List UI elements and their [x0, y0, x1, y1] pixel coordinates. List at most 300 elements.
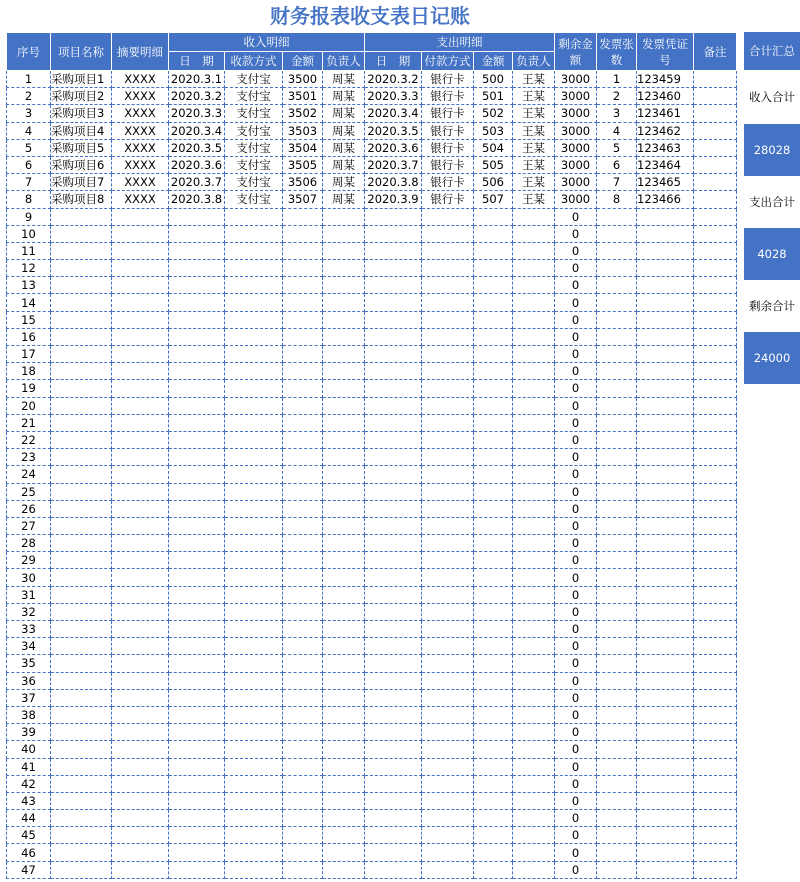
- cell-income-person[interactable]: [323, 603, 365, 620]
- cell-income-person[interactable]: [323, 689, 365, 706]
- cell-project[interactable]: [51, 586, 112, 603]
- cell-income-amount[interactable]: 3502: [283, 105, 323, 122]
- cell-seq[interactable]: 37: [7, 689, 51, 706]
- cell-expense-person[interactable]: [513, 844, 555, 861]
- cell-income-amount[interactable]: [283, 466, 323, 483]
- cell-expense-date[interactable]: [365, 260, 422, 277]
- cell-expense-method[interactable]: 银行卡: [422, 71, 474, 88]
- cell-expense-amount[interactable]: [474, 586, 513, 603]
- cell-seq[interactable]: 3: [7, 105, 51, 122]
- cell-income-method[interactable]: [225, 260, 283, 277]
- cell-income-method[interactable]: [225, 328, 283, 345]
- cell-expense-person[interactable]: [513, 483, 555, 500]
- cell-income-method[interactable]: [225, 741, 283, 758]
- cell-income-method[interactable]: [225, 586, 283, 603]
- cell-seq[interactable]: 4: [7, 122, 51, 139]
- cell-expense-date[interactable]: 2020.3.5: [365, 122, 422, 139]
- cell-remaining[interactable]: 0: [555, 706, 597, 723]
- cell-invoice-count[interactable]: [597, 655, 637, 672]
- cell-seq[interactable]: 24: [7, 466, 51, 483]
- cell-summary[interactable]: [112, 792, 169, 809]
- cell-seq[interactable]: 46: [7, 844, 51, 861]
- cell-summary[interactable]: [112, 346, 169, 363]
- cell-expense-person[interactable]: 王某: [513, 71, 555, 88]
- cell-invoice-count[interactable]: [597, 775, 637, 792]
- cell-expense-date[interactable]: [365, 277, 422, 294]
- cell-remaining[interactable]: 0: [555, 535, 597, 552]
- cell-expense-amount[interactable]: [474, 208, 513, 225]
- cell-invoice-no[interactable]: [637, 294, 694, 311]
- cell-invoice-no[interactable]: [637, 827, 694, 844]
- cell-income-amount[interactable]: 3504: [283, 139, 323, 156]
- cell-note[interactable]: [694, 122, 737, 139]
- cell-expense-amount[interactable]: [474, 741, 513, 758]
- cell-expense-method[interactable]: [422, 346, 474, 363]
- cell-project[interactable]: [51, 414, 112, 431]
- cell-income-method[interactable]: [225, 242, 283, 259]
- cell-note[interactable]: [694, 569, 737, 586]
- cell-expense-method[interactable]: [422, 689, 474, 706]
- cell-expense-amount[interactable]: [474, 758, 513, 775]
- cell-seq[interactable]: 40: [7, 741, 51, 758]
- cell-invoice-no[interactable]: [637, 517, 694, 534]
- cell-expense-person[interactable]: [513, 260, 555, 277]
- cell-remaining[interactable]: 0: [555, 792, 597, 809]
- cell-remaining[interactable]: 0: [555, 380, 597, 397]
- cell-expense-person[interactable]: 王某: [513, 122, 555, 139]
- cell-expense-method[interactable]: [422, 706, 474, 723]
- cell-income-amount[interactable]: [283, 535, 323, 552]
- cell-summary[interactable]: XXXX: [112, 191, 169, 208]
- cell-income-date[interactable]: [169, 535, 225, 552]
- cell-seq[interactable]: 45: [7, 827, 51, 844]
- cell-income-method[interactable]: [225, 449, 283, 466]
- cell-expense-person[interactable]: [513, 449, 555, 466]
- cell-remaining[interactable]: 0: [555, 586, 597, 603]
- cell-note[interactable]: [694, 208, 737, 225]
- cell-income-person[interactable]: [323, 844, 365, 861]
- cell-income-amount[interactable]: [283, 827, 323, 844]
- cell-income-person[interactable]: [323, 380, 365, 397]
- cell-summary[interactable]: [112, 294, 169, 311]
- cell-income-person[interactable]: [323, 758, 365, 775]
- cell-invoice-count[interactable]: [597, 431, 637, 448]
- cell-note[interactable]: [694, 689, 737, 706]
- cell-expense-date[interactable]: [365, 535, 422, 552]
- cell-summary[interactable]: [112, 844, 169, 861]
- cell-summary[interactable]: [112, 827, 169, 844]
- cell-invoice-count[interactable]: [597, 483, 637, 500]
- cell-note[interactable]: [694, 638, 737, 655]
- cell-income-date[interactable]: [169, 741, 225, 758]
- cell-income-person[interactable]: [323, 431, 365, 448]
- cell-income-date[interactable]: [169, 449, 225, 466]
- cell-expense-method[interactable]: [422, 724, 474, 741]
- cell-invoice-no[interactable]: [637, 535, 694, 552]
- cell-seq[interactable]: 34: [7, 638, 51, 655]
- cell-income-method[interactable]: [225, 363, 283, 380]
- cell-project[interactable]: [51, 810, 112, 827]
- cell-income-date[interactable]: [169, 810, 225, 827]
- cell-expense-date[interactable]: [365, 311, 422, 328]
- cell-income-method[interactable]: [225, 414, 283, 431]
- cell-invoice-count[interactable]: [597, 672, 637, 689]
- cell-invoice-count[interactable]: [597, 242, 637, 259]
- cell-expense-amount[interactable]: [474, 517, 513, 534]
- cell-expense-method[interactable]: 银行卡: [422, 122, 474, 139]
- cell-expense-method[interactable]: [422, 208, 474, 225]
- cell-expense-amount[interactable]: 501: [474, 88, 513, 105]
- cell-expense-date[interactable]: [365, 724, 422, 741]
- cell-invoice-no[interactable]: 123466: [637, 191, 694, 208]
- cell-invoice-no[interactable]: [637, 810, 694, 827]
- cell-invoice-count[interactable]: 5: [597, 139, 637, 156]
- cell-summary[interactable]: [112, 397, 169, 414]
- cell-invoice-count[interactable]: [597, 294, 637, 311]
- cell-invoice-count[interactable]: [597, 260, 637, 277]
- cell-expense-method[interactable]: [422, 277, 474, 294]
- cell-invoice-count[interactable]: [597, 535, 637, 552]
- cell-income-method[interactable]: 支付宝: [225, 71, 283, 88]
- cell-expense-date[interactable]: [365, 225, 422, 242]
- cell-summary[interactable]: XXXX: [112, 88, 169, 105]
- cell-seq[interactable]: 38: [7, 706, 51, 723]
- cell-income-person[interactable]: [323, 741, 365, 758]
- cell-income-date[interactable]: [169, 603, 225, 620]
- cell-remaining[interactable]: 0: [555, 277, 597, 294]
- cell-income-person[interactable]: [323, 638, 365, 655]
- cell-invoice-count[interactable]: [597, 208, 637, 225]
- cell-seq[interactable]: 25: [7, 483, 51, 500]
- cell-invoice-count[interactable]: [597, 311, 637, 328]
- cell-seq[interactable]: 12: [7, 260, 51, 277]
- cell-income-date[interactable]: [169, 569, 225, 586]
- cell-income-date[interactable]: [169, 621, 225, 638]
- cell-expense-person[interactable]: [513, 758, 555, 775]
- cell-income-person[interactable]: [323, 792, 365, 809]
- cell-note[interactable]: [694, 156, 737, 173]
- cell-expense-person[interactable]: [513, 689, 555, 706]
- cell-income-person[interactable]: [323, 466, 365, 483]
- cell-summary[interactable]: [112, 775, 169, 792]
- cell-expense-person[interactable]: 王某: [513, 156, 555, 173]
- cell-expense-person[interactable]: [513, 380, 555, 397]
- cell-project[interactable]: [51, 517, 112, 534]
- cell-remaining[interactable]: 0: [555, 346, 597, 363]
- cell-income-person[interactable]: [323, 225, 365, 242]
- cell-expense-amount[interactable]: [474, 363, 513, 380]
- cell-invoice-count[interactable]: [597, 552, 637, 569]
- cell-summary[interactable]: [112, 242, 169, 259]
- cell-seq[interactable]: 2: [7, 88, 51, 105]
- cell-income-amount[interactable]: [283, 346, 323, 363]
- cell-seq[interactable]: 36: [7, 672, 51, 689]
- cell-invoice-count[interactable]: [597, 328, 637, 345]
- cell-expense-date[interactable]: [365, 449, 422, 466]
- cell-income-date[interactable]: [169, 792, 225, 809]
- cell-note[interactable]: [694, 380, 737, 397]
- cell-income-date[interactable]: 2020.3.4: [169, 122, 225, 139]
- cell-expense-person[interactable]: [513, 294, 555, 311]
- cell-income-date[interactable]: [169, 844, 225, 861]
- cell-income-method[interactable]: [225, 672, 283, 689]
- cell-summary[interactable]: [112, 724, 169, 741]
- cell-expense-method[interactable]: [422, 638, 474, 655]
- cell-income-amount[interactable]: [283, 431, 323, 448]
- cell-income-amount[interactable]: [283, 792, 323, 809]
- cell-seq[interactable]: 47: [7, 861, 51, 878]
- cell-note[interactable]: [694, 792, 737, 809]
- cell-expense-person[interactable]: [513, 861, 555, 878]
- cell-expense-amount[interactable]: [474, 414, 513, 431]
- cell-income-person[interactable]: [323, 242, 365, 259]
- cell-summary[interactable]: [112, 689, 169, 706]
- cell-income-amount[interactable]: [283, 449, 323, 466]
- cell-invoice-count[interactable]: [597, 449, 637, 466]
- cell-invoice-no[interactable]: 123463: [637, 139, 694, 156]
- cell-income-person[interactable]: [323, 621, 365, 638]
- cell-expense-date[interactable]: [365, 466, 422, 483]
- cell-project[interactable]: 采购项目7: [51, 174, 112, 191]
- cell-note[interactable]: [694, 363, 737, 380]
- cell-remaining[interactable]: 0: [555, 500, 597, 517]
- cell-income-person[interactable]: [323, 294, 365, 311]
- cell-summary[interactable]: [112, 414, 169, 431]
- cell-note[interactable]: [694, 105, 737, 122]
- cell-expense-amount[interactable]: [474, 706, 513, 723]
- cell-project[interactable]: 采购项目1: [51, 71, 112, 88]
- cell-invoice-count[interactable]: [597, 844, 637, 861]
- cell-note[interactable]: [694, 277, 737, 294]
- cell-note[interactable]: [694, 328, 737, 345]
- cell-income-person[interactable]: 周某: [323, 105, 365, 122]
- cell-note[interactable]: [694, 346, 737, 363]
- cell-income-method[interactable]: 支付宝: [225, 88, 283, 105]
- cell-remaining[interactable]: 0: [555, 311, 597, 328]
- cell-expense-person[interactable]: [513, 552, 555, 569]
- cell-seq[interactable]: 20: [7, 397, 51, 414]
- cell-expense-amount[interactable]: [474, 861, 513, 878]
- cell-note[interactable]: [694, 655, 737, 672]
- cell-income-person[interactable]: 周某: [323, 139, 365, 156]
- cell-expense-amount[interactable]: [474, 483, 513, 500]
- cell-invoice-count[interactable]: [597, 397, 637, 414]
- cell-income-method[interactable]: [225, 758, 283, 775]
- cell-expense-method[interactable]: [422, 517, 474, 534]
- cell-income-method[interactable]: [225, 706, 283, 723]
- cell-invoice-count[interactable]: [597, 792, 637, 809]
- cell-invoice-no[interactable]: [637, 741, 694, 758]
- cell-income-amount[interactable]: [283, 586, 323, 603]
- cell-income-method[interactable]: [225, 346, 283, 363]
- cell-summary[interactable]: [112, 706, 169, 723]
- cell-project[interactable]: [51, 363, 112, 380]
- cell-remaining[interactable]: 0: [555, 861, 597, 878]
- cell-remaining[interactable]: 0: [555, 844, 597, 861]
- cell-project[interactable]: [51, 346, 112, 363]
- cell-expense-method[interactable]: [422, 586, 474, 603]
- cell-income-person[interactable]: 周某: [323, 88, 365, 105]
- cell-project[interactable]: [51, 328, 112, 345]
- cell-invoice-no[interactable]: [637, 242, 694, 259]
- cell-project[interactable]: [51, 741, 112, 758]
- cell-expense-method[interactable]: [422, 380, 474, 397]
- cell-expense-date[interactable]: [365, 672, 422, 689]
- cell-expense-person[interactable]: [513, 792, 555, 809]
- cell-remaining[interactable]: 0: [555, 741, 597, 758]
- cell-note[interactable]: [694, 500, 737, 517]
- cell-expense-amount[interactable]: [474, 277, 513, 294]
- cell-expense-amount[interactable]: [474, 311, 513, 328]
- cell-expense-date[interactable]: [365, 775, 422, 792]
- cell-income-method[interactable]: [225, 861, 283, 878]
- cell-expense-person[interactable]: [513, 277, 555, 294]
- cell-income-amount[interactable]: [283, 208, 323, 225]
- cell-income-person[interactable]: [323, 810, 365, 827]
- cell-income-date[interactable]: [169, 311, 225, 328]
- cell-income-method[interactable]: [225, 225, 283, 242]
- cell-remaining[interactable]: 0: [555, 827, 597, 844]
- cell-expense-date[interactable]: [365, 810, 422, 827]
- cell-summary[interactable]: [112, 208, 169, 225]
- cell-income-person[interactable]: [323, 483, 365, 500]
- cell-income-amount[interactable]: [283, 775, 323, 792]
- cell-income-date[interactable]: [169, 397, 225, 414]
- cell-remaining[interactable]: 0: [555, 208, 597, 225]
- cell-invoice-no[interactable]: [637, 586, 694, 603]
- cell-project[interactable]: [51, 655, 112, 672]
- cell-expense-person[interactable]: [513, 500, 555, 517]
- cell-income-amount[interactable]: [283, 638, 323, 655]
- cell-income-method[interactable]: 支付宝: [225, 122, 283, 139]
- cell-note[interactable]: [694, 466, 737, 483]
- cell-income-amount[interactable]: [283, 758, 323, 775]
- cell-expense-person[interactable]: 王某: [513, 88, 555, 105]
- cell-expense-person[interactable]: [513, 466, 555, 483]
- cell-expense-method[interactable]: [422, 792, 474, 809]
- cell-invoice-count[interactable]: [597, 569, 637, 586]
- cell-invoice-no[interactable]: [637, 449, 694, 466]
- cell-expense-method[interactable]: [422, 535, 474, 552]
- cell-seq[interactable]: 16: [7, 328, 51, 345]
- cell-note[interactable]: [694, 431, 737, 448]
- cell-expense-amount[interactable]: [474, 775, 513, 792]
- cell-income-date[interactable]: [169, 363, 225, 380]
- cell-income-person[interactable]: [323, 706, 365, 723]
- cell-invoice-no[interactable]: [637, 603, 694, 620]
- cell-seq[interactable]: 17: [7, 346, 51, 363]
- cell-note[interactable]: [694, 603, 737, 620]
- cell-expense-method[interactable]: 银行卡: [422, 191, 474, 208]
- cell-summary[interactable]: XXXX: [112, 105, 169, 122]
- cell-income-amount[interactable]: [283, 706, 323, 723]
- cell-expense-amount[interactable]: [474, 380, 513, 397]
- cell-expense-method[interactable]: 银行卡: [422, 156, 474, 173]
- cell-invoice-count[interactable]: [597, 827, 637, 844]
- cell-expense-person[interactable]: [513, 242, 555, 259]
- cell-income-amount[interactable]: [283, 621, 323, 638]
- cell-note[interactable]: [694, 483, 737, 500]
- cell-project[interactable]: 采购项目8: [51, 191, 112, 208]
- cell-remaining[interactable]: 3000: [555, 191, 597, 208]
- cell-expense-date[interactable]: [365, 792, 422, 809]
- cell-income-amount[interactable]: [283, 311, 323, 328]
- cell-expense-amount[interactable]: [474, 242, 513, 259]
- cell-expense-person[interactable]: [513, 311, 555, 328]
- cell-income-method[interactable]: [225, 827, 283, 844]
- cell-income-method[interactable]: [225, 724, 283, 741]
- cell-seq[interactable]: 43: [7, 792, 51, 809]
- cell-invoice-no[interactable]: [637, 397, 694, 414]
- cell-income-date[interactable]: 2020.3.6: [169, 156, 225, 173]
- cell-expense-method[interactable]: [422, 431, 474, 448]
- cell-expense-method[interactable]: 银行卡: [422, 88, 474, 105]
- cell-income-amount[interactable]: [283, 517, 323, 534]
- cell-expense-amount[interactable]: [474, 225, 513, 242]
- cell-income-person[interactable]: 周某: [323, 122, 365, 139]
- cell-expense-amount[interactable]: [474, 346, 513, 363]
- cell-remaining[interactable]: 3000: [555, 156, 597, 173]
- cell-income-person[interactable]: [323, 311, 365, 328]
- cell-expense-amount[interactable]: [474, 724, 513, 741]
- cell-note[interactable]: [694, 827, 737, 844]
- cell-seq[interactable]: 35: [7, 655, 51, 672]
- cell-expense-person[interactable]: 王某: [513, 105, 555, 122]
- cell-note[interactable]: [694, 621, 737, 638]
- cell-income-method[interactable]: 支付宝: [225, 156, 283, 173]
- cell-income-amount[interactable]: 3501: [283, 88, 323, 105]
- cell-summary[interactable]: [112, 810, 169, 827]
- cell-summary[interactable]: [112, 861, 169, 878]
- cell-invoice-count[interactable]: [597, 621, 637, 638]
- cell-expense-amount[interactable]: [474, 689, 513, 706]
- cell-income-method[interactable]: [225, 208, 283, 225]
- cell-invoice-count[interactable]: 7: [597, 174, 637, 191]
- cell-expense-method[interactable]: [422, 621, 474, 638]
- cell-income-amount[interactable]: [283, 603, 323, 620]
- cell-summary[interactable]: [112, 655, 169, 672]
- cell-seq[interactable]: 8: [7, 191, 51, 208]
- cell-remaining[interactable]: 3000: [555, 174, 597, 191]
- cell-income-date[interactable]: [169, 380, 225, 397]
- cell-income-person[interactable]: [323, 517, 365, 534]
- cell-income-amount[interactable]: [283, 741, 323, 758]
- cell-project[interactable]: 采购项目6: [51, 156, 112, 173]
- cell-invoice-no[interactable]: [637, 844, 694, 861]
- cell-summary[interactable]: [112, 500, 169, 517]
- cell-note[interactable]: [694, 225, 737, 242]
- cell-expense-amount[interactable]: [474, 621, 513, 638]
- cell-invoice-no[interactable]: 123461: [637, 105, 694, 122]
- cell-project[interactable]: [51, 466, 112, 483]
- cell-expense-amount[interactable]: 503: [474, 122, 513, 139]
- cell-income-date[interactable]: [169, 328, 225, 345]
- cell-remaining[interactable]: 0: [555, 517, 597, 534]
- cell-note[interactable]: [694, 260, 737, 277]
- cell-expense-date[interactable]: [365, 552, 422, 569]
- cell-invoice-no[interactable]: 123459: [637, 71, 694, 88]
- cell-expense-method[interactable]: [422, 363, 474, 380]
- cell-expense-person[interactable]: [513, 655, 555, 672]
- cell-income-amount[interactable]: 3500: [283, 71, 323, 88]
- cell-income-person[interactable]: [323, 328, 365, 345]
- cell-expense-date[interactable]: 2020.3.9: [365, 191, 422, 208]
- cell-expense-date[interactable]: [365, 208, 422, 225]
- cell-invoice-no[interactable]: [637, 724, 694, 741]
- cell-summary[interactable]: [112, 586, 169, 603]
- cell-remaining[interactable]: 0: [555, 225, 597, 242]
- cell-invoice-no[interactable]: [637, 655, 694, 672]
